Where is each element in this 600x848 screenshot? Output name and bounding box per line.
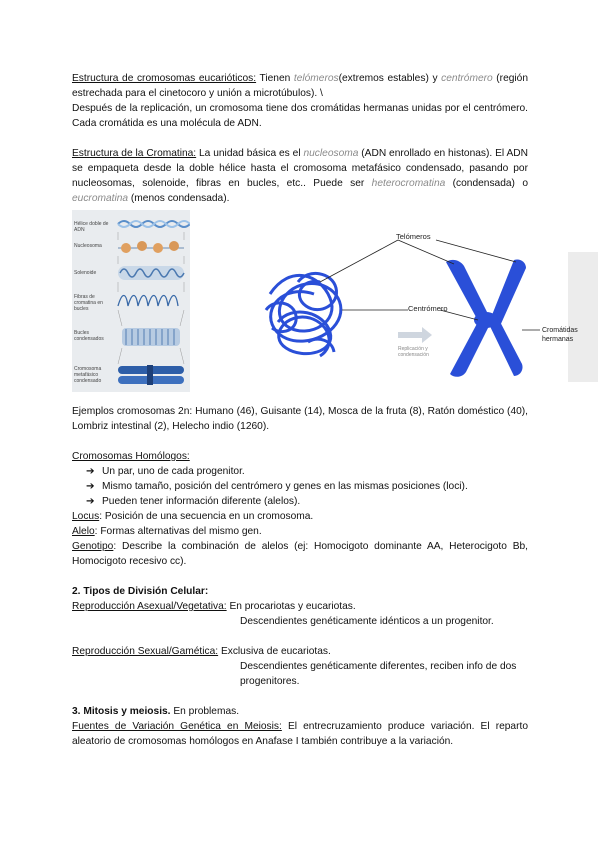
term-heterochromatin: heterocromatina — [371, 178, 446, 189]
label-sister-chromatids-1: Cromátidas — [542, 327, 578, 334]
figure-label: Hélice doble de ADN — [74, 221, 109, 233]
figure-label: Nucleosoma — [74, 243, 102, 249]
text: El entrecruzamiento produce variación. El reparto aleatorio de cromosomas homólogos en Anafase I también contribuye a la variación. — [72, 721, 528, 747]
allele-definition — [72, 524, 528, 539]
term-euchromatin: eucromatina — [72, 193, 129, 204]
text: La unidad básica es el — [196, 148, 304, 159]
label-telomeres: Telómeros — [396, 232, 431, 241]
list-item — [86, 464, 528, 479]
definition: : Describe la combinación de alelos (ej: Homocigoto dominante AA, Heterocigoto Bb, Homocigoto recesivo cc). — [72, 541, 528, 567]
figures-row — [72, 210, 578, 392]
term-nucleosome: nucleosoma — [303, 148, 359, 159]
label-condensation: condensación — [398, 352, 429, 358]
term: Reproducción Sexual/Gamética: — [72, 646, 219, 657]
text: En procariotas y eucariotas. — [226, 601, 356, 612]
section-title: Cromosomas Homólogos: — [72, 451, 190, 462]
chromosome-structure-paragraph — [72, 71, 528, 101]
text: (extremos estables) y — [338, 73, 442, 84]
locus-definition — [72, 509, 528, 524]
figure-label: Fibras de cromatina en bucles — [74, 294, 103, 312]
text: Tienen — [256, 73, 294, 84]
cell-division-heading: 2. Tipos de División Celular: — [72, 586, 209, 597]
asexual-description: Descendientes genéticamente idénticos a un progenitor. — [240, 616, 494, 627]
section-title: Estructura de cromosomas eucarióticos: — [72, 73, 257, 84]
homologous-title — [72, 449, 528, 464]
text: (menos condensada). — [128, 193, 230, 204]
list-item — [86, 494, 528, 509]
sexual-line — [72, 644, 528, 659]
text: Exclusiva de eucariotas. — [218, 646, 331, 657]
label-sister-chromatids-2: hermanas — [542, 336, 574, 343]
figure-label: Solenoide — [74, 270, 97, 276]
variation-paragraph — [72, 719, 528, 749]
examples-paragraph: Ejemplos cromosomas 2n: Humano (46), Guisante (14), Mosca de la fruta (8), Ratón doméstico (40), Lombriz intestinal (2), Helecho indio (1260). — [72, 406, 528, 432]
list-item — [86, 479, 528, 494]
term-telomeres: telómeros — [293, 73, 339, 84]
chromosome-replication-figure — [248, 222, 598, 382]
text: En problemas. — [170, 706, 240, 717]
term: Fuentes de Variación Genética en Meiosis: — [72, 721, 282, 732]
heading: 3. Mitosis y meiosis. — [72, 706, 171, 717]
document-page — [72, 71, 578, 749]
arrow-icon: ➔ — [86, 496, 95, 507]
list-item-text: Un par, uno de cada progenitor. — [102, 466, 245, 477]
term: Alelo — [72, 526, 95, 537]
chromatin-packing-figure — [72, 210, 190, 392]
list-item-text: Pueden tener información diferente (alelos). — [102, 496, 301, 507]
definition: : Posición de una secuencia en un cromosoma. — [99, 511, 314, 522]
term: Locus — [72, 511, 100, 522]
text: (condensada) o — [445, 178, 528, 189]
asexual-line — [72, 599, 528, 614]
mitosis-heading — [72, 704, 528, 719]
replication-paragraph: Después de la replicación, un cromosoma tiene dos cromátidas hermanas unidas por el centrómero. Cada cromátida es una molécula de ADN. — [72, 103, 528, 129]
genotype-definition — [72, 539, 528, 569]
label-centromere: Centrómero — [408, 304, 448, 313]
label-replication: Replicación y — [398, 346, 428, 352]
term-centromere: centrómero — [441, 73, 493, 84]
list-item-text: Mismo tamaño, posición del centrómero y genes en las mismas posiciones (loci). — [102, 481, 468, 492]
chromatin-paragraph — [72, 146, 528, 206]
term: Reproducción Asexual/Vegetativa: — [72, 601, 227, 612]
figure-label: Cromosoma metafásico condensado — [74, 366, 102, 384]
homologous-list — [72, 464, 528, 509]
text: (región estrechada para el cinetocoro y unión a microtúbulos). \ — [72, 73, 529, 99]
arrow-icon: ➔ — [86, 466, 95, 477]
figure-label: Bucles condensados — [74, 330, 104, 342]
sexual-description: Descendientes genéticamente diferentes, reciben info de dos progenitores. — [240, 661, 517, 687]
section-title: Estructura de la Cromatina: — [72, 148, 197, 159]
term: Genotipo — [72, 541, 114, 552]
text: (ADN enrollado en histonas). El ADN se empaqueta desde la doble hélice hasta el cromosoma metafásico condensado, pasando por nucleosomas, solenoide, fibras en bucles, etc.. Puede ser — [72, 148, 528, 189]
arrow-icon: ➔ — [86, 481, 95, 492]
chromosome-replication-diagram — [248, 222, 598, 382]
definition: : Formas alternativas del mismo gen. — [94, 526, 262, 537]
